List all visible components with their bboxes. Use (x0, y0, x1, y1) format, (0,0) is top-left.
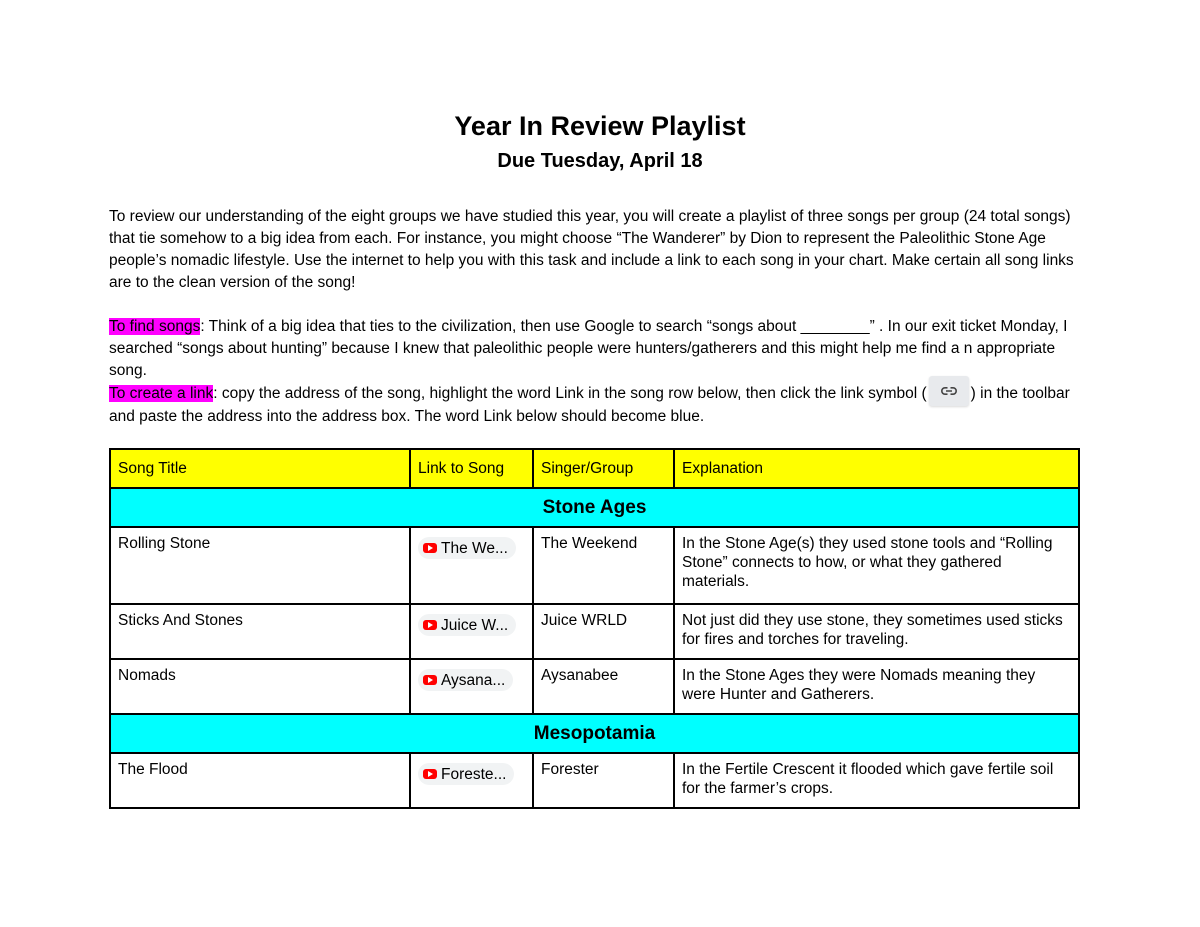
table-row (110, 604, 1079, 659)
document-title: Year In Review Playlist (454, 111, 746, 141)
song-link-label: Aysana... (441, 671, 506, 689)
explanation: In the Stone Ages they were Nomads meaning they were Hunter and Gatherers. (674, 659, 1079, 714)
singer-group: Aysanabee (533, 659, 674, 714)
create-link-label: To create a link (109, 385, 214, 403)
due-date: Due Tuesday, April 18 (497, 150, 703, 172)
song-link-label: The We... (441, 539, 508, 557)
song-link-chip[interactable] (418, 537, 516, 559)
song-link-chip[interactable] (418, 614, 516, 636)
song-title: The Flood (110, 753, 410, 808)
song-link-label: Foreste... (441, 765, 507, 783)
find-songs-label: To find songs (109, 318, 201, 335)
intro-paragraph: To review our understanding of the eight groups we have studied this year, you will create a playlist of three songs per group (24 total songs) that tie somehow to a big idea from each. For instance, you might choose “The Wanderer” by Dion to represent the Paleolithic Stone Age people’s nomadic lifestyle. Use the internet to help you with this task and include a link to each song in your chart. Make certain all song links are to the clean version of the song! (109, 208, 1074, 291)
song-link-chip[interactable] (418, 669, 513, 691)
song-title: Nomads (110, 659, 410, 714)
youtube-icon (423, 769, 437, 779)
instructions (109, 316, 1094, 428)
table-row (110, 659, 1079, 714)
song-title: Rolling Stone (110, 527, 410, 604)
explanation: Not just did they use stone, they sometimes used sticks for fires and torches for traveling. (674, 604, 1079, 659)
header-link-to-song: Link to Song (410, 449, 533, 488)
header-explanation: Explanation (674, 449, 1079, 488)
singer-group: Juice WRLD (533, 604, 674, 659)
song-link-label: Juice W... (441, 616, 509, 634)
create-link-text-after: ) in the toolbar and paste the address into the address box. The word Link below should become blue. (109, 385, 1070, 425)
section-row (110, 488, 1079, 527)
table-row (110, 527, 1079, 604)
youtube-icon (423, 675, 437, 685)
song-link-chip[interactable] (418, 763, 514, 785)
section-title-mesopotamia: Mesopotamia (110, 714, 1079, 753)
section-title-stone-ages: Stone Ages (110, 488, 1079, 527)
youtube-icon (423, 543, 437, 553)
playlist-table (109, 448, 1080, 809)
youtube-icon (423, 620, 437, 630)
header-singer-group: Singer/Group (533, 449, 674, 488)
link-icon (929, 376, 969, 406)
create-link-text-before: : copy the address of the song, highlight the word Link in the song row below, then click the link symbol ( (213, 385, 927, 403)
song-title: Sticks And Stones (110, 604, 410, 659)
table-header-row (110, 449, 1079, 488)
explanation: In the Stone Age(s) they used stone tools and “Rolling Stone” connects to how, or what they gathered materials. (674, 527, 1079, 604)
section-row (110, 714, 1079, 753)
explanation: In the Fertile Crescent it flooded which gave fertile soil for the farmer’s crops. (674, 753, 1079, 808)
singer-group: Forester (533, 753, 674, 808)
singer-group: The Weekend (533, 527, 674, 604)
header-song-title: Song Title (110, 449, 410, 488)
find-songs-text: : Think of a big idea that ties to the civilization, then use Google to search “songs about ________” . In our exit ticket Monday, I searched “songs about hunting” because I knew that paleolithic people were hunters/gatherers and this might help me find a n appropriate song. (109, 318, 1068, 379)
table-row (110, 753, 1079, 808)
